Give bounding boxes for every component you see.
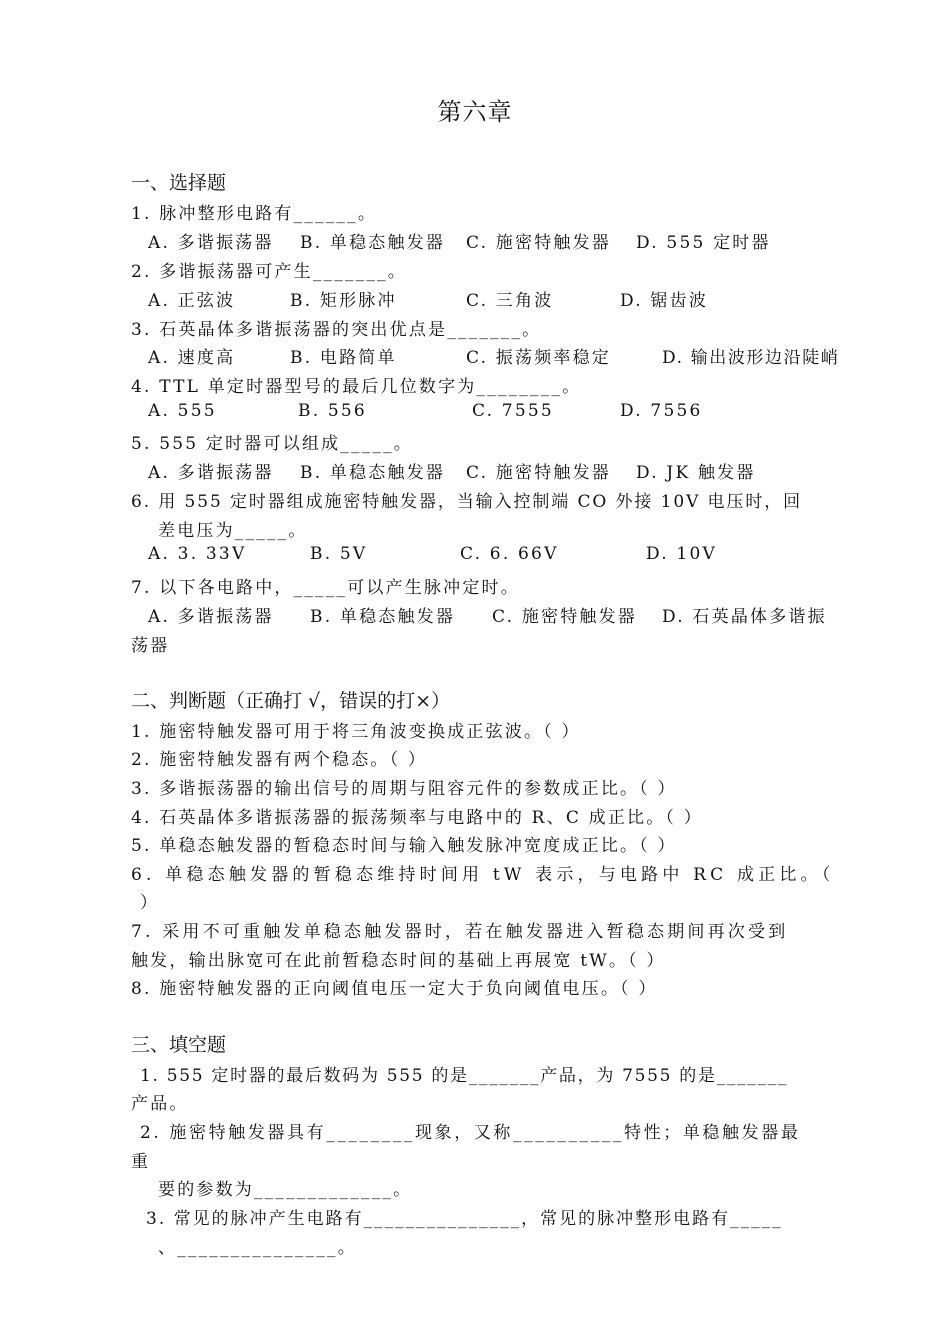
option-2a: A. 正弦波: [148, 291, 236, 311]
option-4c: C. 7555: [472, 401, 554, 421]
option-4d: D. 7556: [620, 401, 703, 421]
option-5c: C. 施密特触发器: [466, 463, 612, 483]
option-5b: B. 单稳态触发器: [300, 463, 446, 483]
option-3a: A. 速度高: [148, 348, 236, 368]
statement-6-line-2: ）: [140, 893, 160, 913]
question-7: 7. 以下各电路中，_____可以产生脉冲定时。: [131, 578, 520, 598]
option-2c: C. 三角波: [466, 291, 554, 311]
blank-2-line-2: 重: [131, 1152, 151, 1172]
question-5: 5. 555 定时器可以组成_____。: [131, 434, 413, 454]
statement-2: 2. 施密特触发器有两个稳态。（ ）: [131, 750, 428, 770]
question-6-line-1: 6. 用 555 定时器组成施密特触发器，当输入控制端 CO 外接 10V 电压时，回: [131, 492, 803, 512]
section-heading-fill-blank: 三、填空题: [131, 1034, 227, 1056]
option-6a: A. 3. 33V: [148, 544, 247, 564]
option-3d: D. 输出波形边沿陡峭: [662, 348, 840, 368]
blank-1-line-2: 产品。: [131, 1094, 189, 1114]
option-1b: B. 单稳态触发器: [300, 233, 446, 253]
statement-3: 3. 多谐振荡器的输出信号的周期与阻容元件的参数成正比。（ ）: [131, 779, 677, 799]
option-1d: D. 555 定时器: [636, 233, 771, 253]
option-7c: C. 施密特触发器: [492, 607, 638, 627]
question-2: 2. 多谐振荡器可产生_______。: [131, 262, 407, 282]
option-6d: D. 10V: [646, 544, 717, 564]
blank-1-line-1: 1. 555 定时器的最后数码为 555 的是_______产品，为 7555 的是_______: [140, 1066, 789, 1086]
option-5d: D. JK 触发器: [636, 463, 756, 483]
statement-4: 4. 石英晶体多谐振荡器的振荡频率与电路中的 R、C 成正比。（ ）: [131, 808, 703, 828]
section-heading-choice: 一、选择题: [131, 172, 227, 194]
statement-8: 8. 施密特触发器的正向阈值电压一定大于负向阈值电压。（ ）: [131, 979, 658, 999]
option-2b: B. 矩形脉冲: [290, 291, 397, 311]
option-7d-continued: 荡器: [131, 636, 170, 656]
statement-1: 1. 施密特触发器可用于将三角波变换成正弦波。（ ）: [131, 722, 581, 742]
option-1c: C. 施密特触发器: [466, 233, 612, 253]
option-7d: D. 石英晶体多谐振: [662, 607, 827, 627]
blank-2-line-3: 要的参数为_____________。: [158, 1180, 413, 1200]
section-heading-true-false: 二、判断题（正确打 √，错误的打×）: [131, 690, 451, 712]
option-1a: A. 多谐振荡器: [148, 233, 274, 253]
statement-6-line-1: 6. 单稳态触发器的暂稳态维持时间用 tW 表示，与电路中 RC 成正比。（: [131, 865, 835, 885]
option-5a: A. 多谐振荡器: [148, 463, 274, 483]
statement-7-line-2: 触发，输出脉宽可在此前暂稳态时间的基础上再展宽 tW。（ ）: [131, 951, 666, 971]
question-3: 3. 石英晶体多谐振荡器的突出优点是_______。: [131, 320, 542, 340]
blank-2-line-1: 2. 施密特触发器具有________现象，又称__________特性；单稳触发器最: [140, 1123, 801, 1143]
option-4b: B. 556: [298, 401, 367, 421]
question-4: 4. TTL 单定时器型号的最后几位数字为________。: [131, 377, 582, 397]
page-title: 第六章: [437, 98, 513, 126]
statement-5: 5. 单稳态触发器的暂稳态时间与输入触发脉冲宽度成正比。（ ）: [131, 836, 677, 856]
statement-7-line-1: 7. 采用不可重触发单稳态触发器时，若在触发器进入暂稳态期间再次受到: [131, 922, 789, 942]
question-1: 1. 脉冲整形电路有______。: [131, 204, 378, 224]
option-2d: D. 锯齿波: [620, 291, 709, 311]
blank-3-line-2: 、_______________。: [158, 1238, 357, 1258]
option-6c: C. 6. 66V: [460, 544, 559, 564]
option-6b: B. 5V: [310, 544, 368, 564]
option-7a: A. 多谐振荡器: [148, 607, 274, 627]
option-7b: B. 单稳态触发器: [310, 607, 456, 627]
blank-3-line-1: 3. 常见的脉冲产生电路有_______________，常见的脉冲整形电路有_____: [146, 1209, 783, 1229]
option-3c: C. 振荡频率稳定: [466, 348, 612, 368]
option-4a: A. 555: [148, 401, 217, 421]
question-6-line-2: 差电压为_____。: [158, 521, 308, 541]
option-3b: B. 电路简单: [290, 348, 397, 368]
